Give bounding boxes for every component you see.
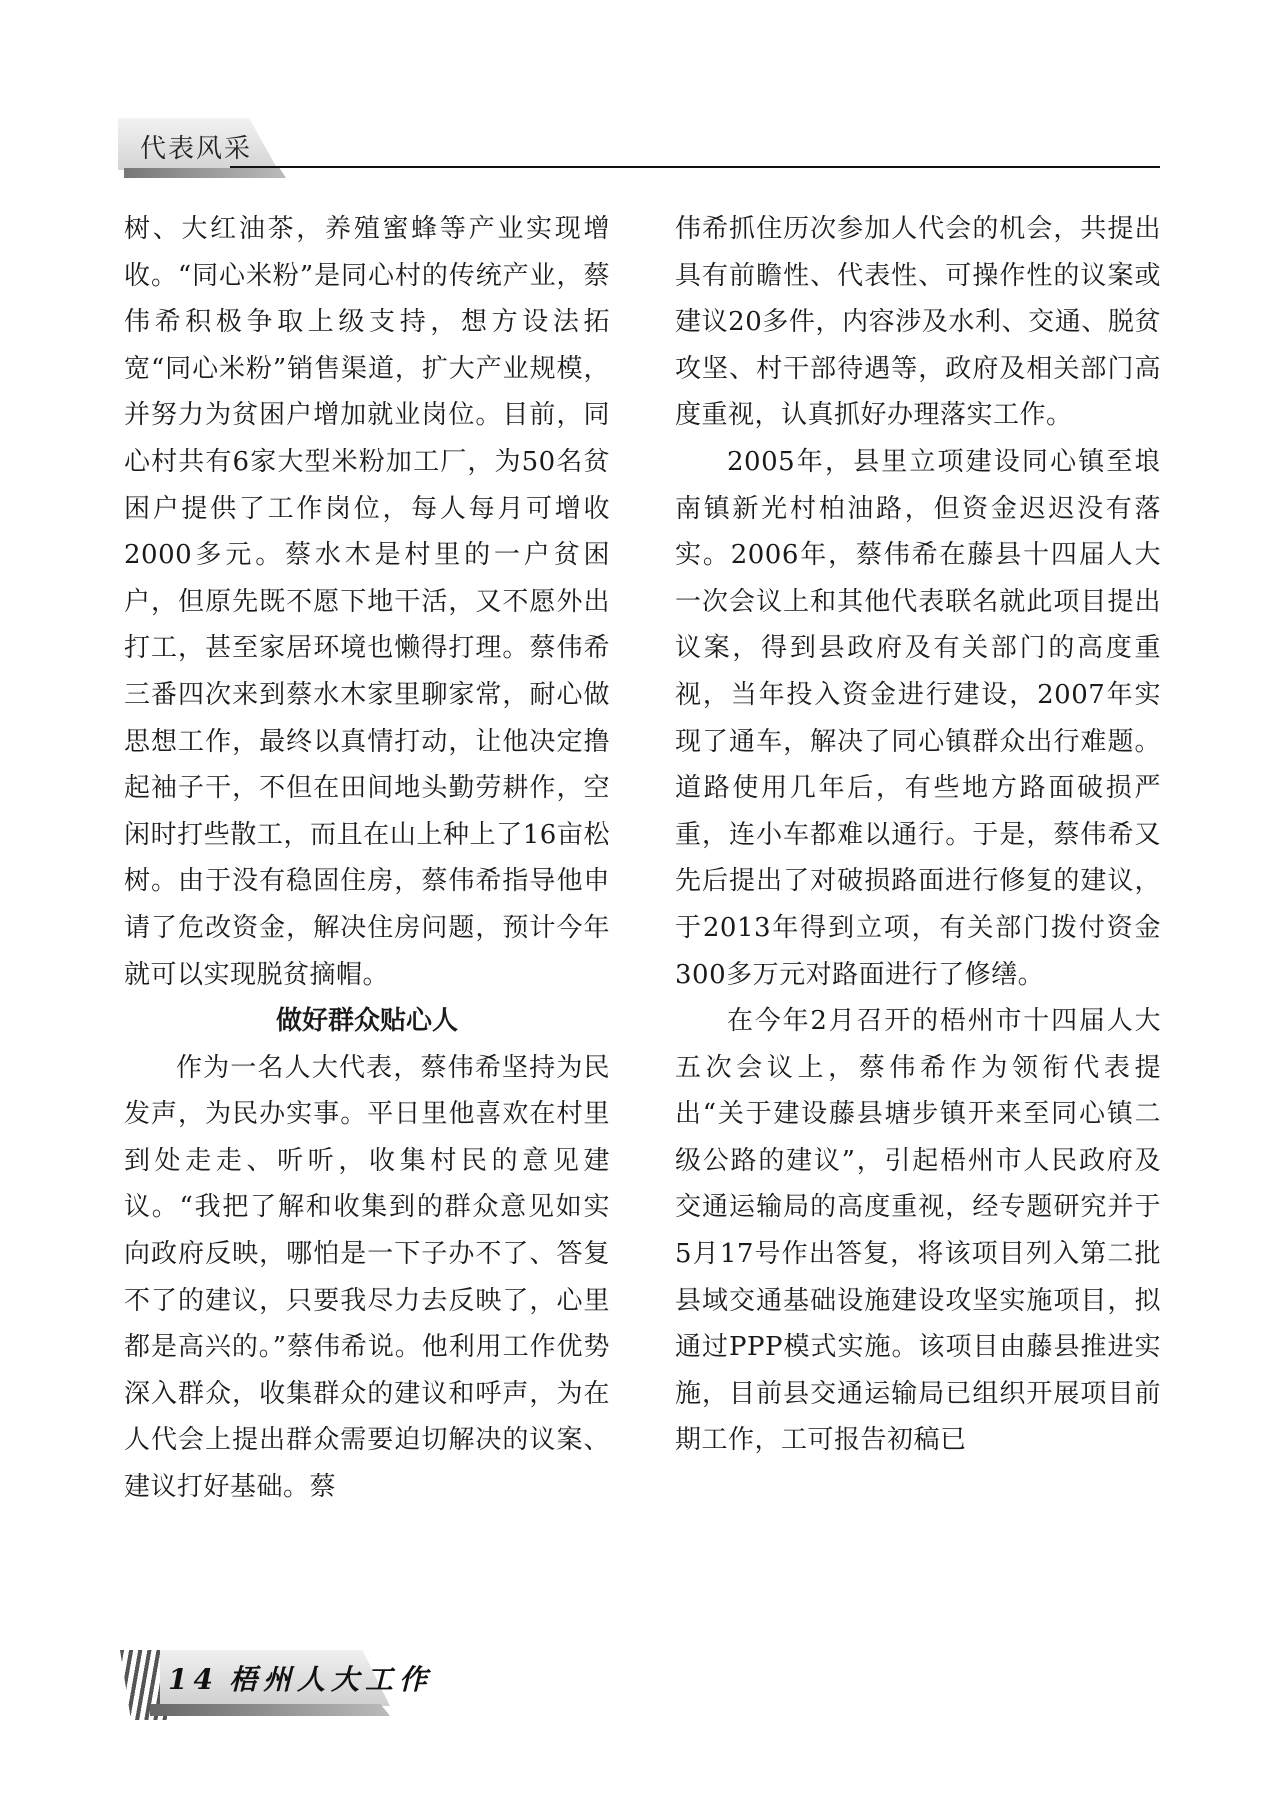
article-subheading: 做好群众贴心人 xyxy=(275,1006,458,1037)
section-title: 代表风采 xyxy=(140,134,253,164)
page-number: 14 xyxy=(168,1663,219,1696)
header-rule xyxy=(230,166,1160,168)
article-paragraph: 在今年2月召开的梧州市十四届人大五次会议上，蔡伟希作为领衔代表提出“关于建设藤县塘步镇开来至同心镇二级公路的建议”，引起梧州市人民政府及交通运输局的高度重视，经专题研究并于5月17号作出答复，将该项目列入第二批县域交通基础设施建设攻坚实施项目，拟通过PPP模式实施。该项目由藤县推进实施，目前县交通运输局已组织开展项目前期工作，工可报告初稿已 xyxy=(675,1006,1161,1456)
article-paragraph: 2005年，县里立项建设同心镇至埌南镇新光村柏油路，但资金迟迟没有落实。2006年，蔡伟希在藤县十四届人大一次会议上和其他代表联名就此项目提出议案，得到县政府及有关部门的高度重视，当年投入资金进行建设，2007年实现了通车，解决了同心镇群众出行难题。道路使用几年后，有些地方路面破损严重，连小车都难以通行。于是，蔡伟希又先后提出了对破损路面进行修复的建议，于2013年得到立项，有关部门拨付资金300多万元对路面进行了修缮。 xyxy=(675,446,1161,990)
article-paragraph: 树、大红油茶，养殖蜜蜂等产业实现增收。“同心米粉”是同心村的传统产业，蔡伟希积极争取上级支持，想方设法拓宽“同心米粉”销售渠道，扩大产业规模，并努力为贫困户增加就业岗位。目前，同心村共有6家大型米粉加工厂，为50名贫困户提供了工作岗位，每人每月可增收2000多元。蔡水木是村里的一户贫困户，但原先既不愿下地干活，又不愿外出打工，甚至家居环境也懒得打理。蔡伟希三番四次来到蔡水木家里聊家常，耐心做思想工作，最终以真情打动，让他决定撸起袖子干，不但在田间地头勤劳耕作，空闲时打些散工，而且在山上种上了16亩松树。由于没有稳固住房，蔡伟希指导他申请了危改资金，解决住房问题，预计今年就可以实现脱贫摘帽。 xyxy=(124,214,610,990)
page-footer xyxy=(168,1658,443,1698)
section-header-shadow xyxy=(124,168,286,178)
left-column xyxy=(124,206,610,1511)
article-paragraph: 作为一名人大代表，蔡伟希坚持为民发声，为民办实事。平日里他喜欢在村里到处走走、听听，收集村民的意见建议。“我把了解和收集到的群众意见如实向政府反映，哪怕是一下子办不了、答复不了的建议，只要我尽力去反映了，心里都是高兴的。”蔡伟希说。他利用工作优势深入群众，收集群众的建议和呼声，为在人代会上提出群众需要迫切解决的议案、建议打好基础。蔡 xyxy=(124,1052,610,1503)
publication-name: 梧州人大工作 xyxy=(228,1663,433,1696)
footer-shadow xyxy=(150,1704,390,1716)
right-column xyxy=(675,206,1161,1464)
article-paragraph: 伟希抓住历次参加人代会的机会，共提出具有前瞻性、代表性、可操作性的议案或建议20多件，内容涉及水利、交通、脱贫攻坚、村干部待遇等，政府及相关部门高度重视，认真抓好办理落实工作。 xyxy=(675,214,1161,431)
